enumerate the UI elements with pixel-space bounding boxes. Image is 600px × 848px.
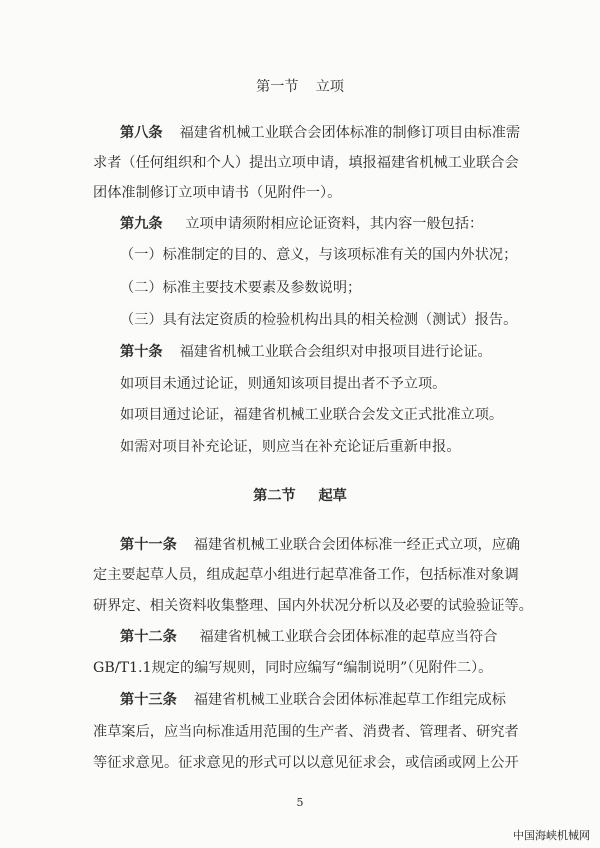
article-9-label: 第九条: [120, 216, 163, 232]
article-9-line-1: 第九条 立项申请须附相应论证资料，其内容一般包括：: [120, 216, 484, 232]
article-13-line-1: 第十三条 福建省机械工业联合会团体标准起草工作组完成标: [120, 692, 506, 708]
article-10-line-1: 第十条 福建省机械工业联合会组织对申报项目进行论证。: [120, 344, 492, 360]
article-10-line-3: 如项目通过论证，福建省机械工业联合会发文正式批准立项。: [120, 407, 504, 423]
watermark-text: 中国海峡机械网: [513, 829, 590, 842]
article-13-line-2: 准草案后，应当向标准适用范围的生产者、消费者、管理者、研究者: [93, 724, 519, 740]
article-9-item-2: （二）标准主要技术要素及参数说明；: [120, 280, 362, 296]
article-8-label: 第八条: [120, 125, 163, 141]
article-12-label: 第十二条: [120, 629, 177, 645]
article-8-line-2: 求者（任何组织和个人）提出立项申请，填报福建省机械工业联合会: [93, 155, 519, 171]
article-10-line-2: 如项目未通过论证，则通知该项目提出者不予立项。: [120, 376, 447, 392]
article-10-line-4: 如需对项目补充论证，则应当在补充论证后重新申报。: [120, 439, 461, 455]
article-8-line-1: 第八条 福建省机械工业联合会团体标准的制修订项目由标准需: [120, 125, 521, 141]
article-13-line-3: 等征求意见。征求意见的形式可以以意见征求会，或信函或网上公开: [93, 755, 519, 771]
article-10-label: 第十条: [120, 344, 163, 360]
article-12-line-1: 第十二条 福建省机械工业联合会团体标准的起草应当符合: [120, 629, 498, 645]
article-11-line-3: 研界定、相关资料收集整理、国内外状况分析以及必要的试验验证等。: [93, 598, 533, 614]
page-number: 5: [296, 796, 304, 809]
section-2-number: 第二节: [253, 488, 296, 504]
article-12-line-2: GB/T1.1规定的编写规则，同时应编写“编制说明”（见附件二）。: [93, 660, 493, 676]
article-8-line-3: 团体准制修订立项申请书（见附件一）。: [93, 185, 342, 201]
article-9-item-3: （三）具有法定资质的检验机构出具的相关检测（测试）报告。: [120, 312, 518, 328]
article-11-line-1: 第十一条 福建省机械工业联合会团体标准一经正式立项，应确: [120, 537, 521, 553]
article-11-label: 第十一条: [120, 537, 177, 553]
section-2-title: 起草: [318, 488, 347, 504]
article-9-item-1: （一）标准制定的目的、意义，与该项标准有关的国内外状况；: [120, 247, 518, 263]
section-1-heading: [0, 77, 600, 97]
section-1-number: 第一节: [256, 79, 299, 95]
section-2-heading: [0, 486, 600, 506]
article-11-line-2: 定主要起草人员，组成起草小组进行起草准备工作，包括标准对象调: [93, 567, 519, 583]
article-13-label: 第十三条: [120, 692, 177, 708]
section-1-title: 立项: [315, 79, 344, 95]
